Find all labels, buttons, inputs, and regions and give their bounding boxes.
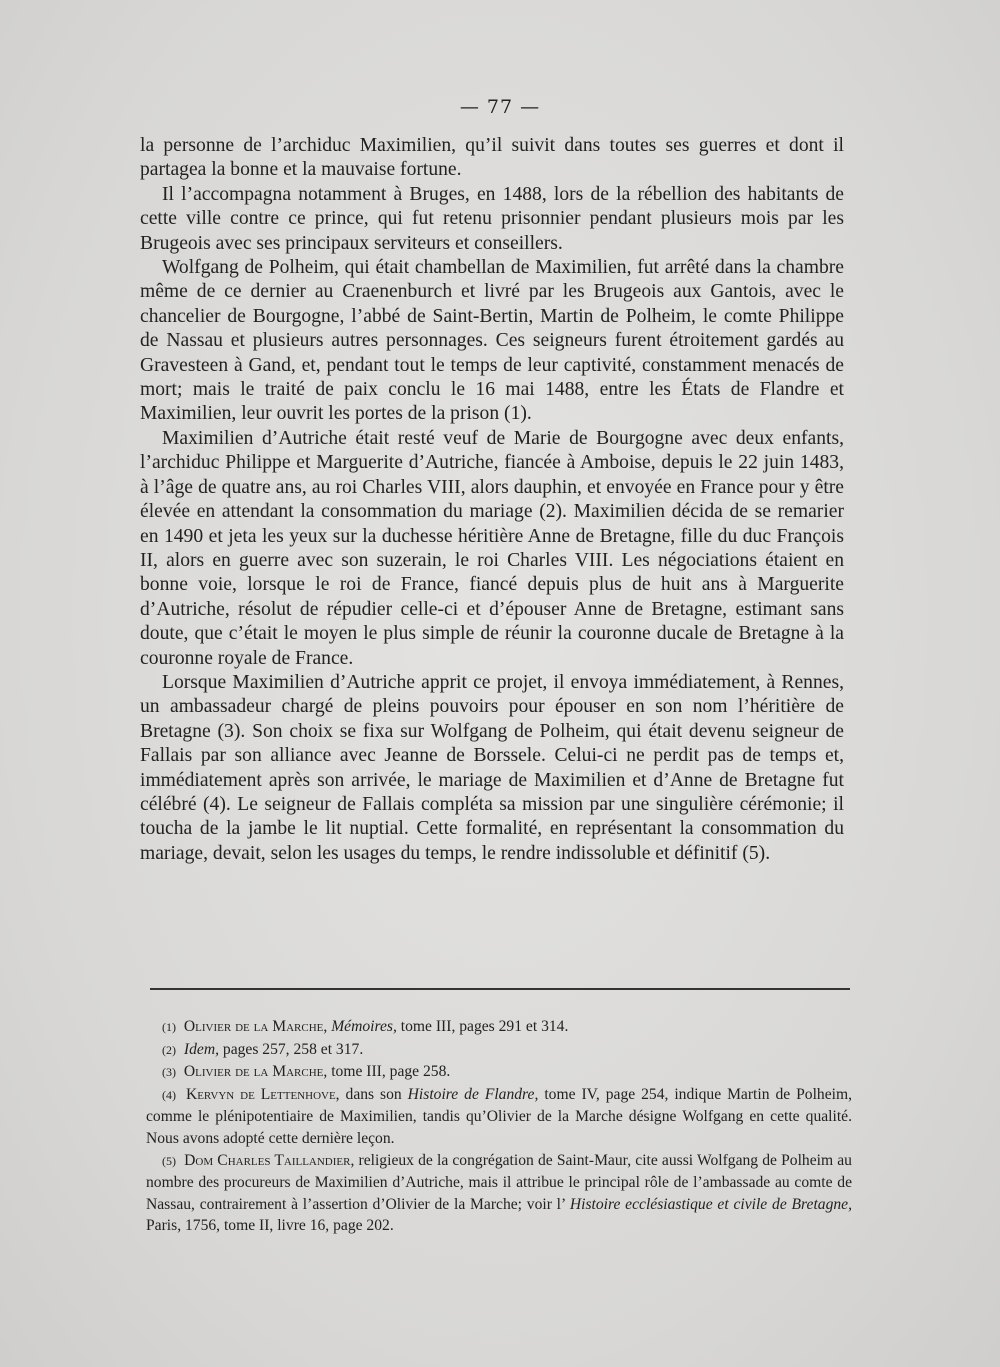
- footnote-text: dans son: [345, 1085, 408, 1103]
- footnote-4: [146, 1084, 852, 1150]
- footnote-text: pages 257, 258 et 317.: [222, 1040, 364, 1058]
- footnote-text: tome III, page 258.: [331, 1063, 451, 1081]
- page-number: — 77 —: [459, 96, 541, 118]
- footnote-text: tome III, pages 291 et 314.: [400, 1018, 569, 1035]
- footnote-title: Idem,: [183, 1040, 219, 1058]
- footnote-5: [146, 1150, 852, 1237]
- paragraph: la personne de l’archiduc Maximilien, qu’il suivit dans toutes ses guerres et dont il partagea la bonne et la mauvaise fortune.: [140, 135, 844, 181]
- footnote-author: Olivier de la Marche,: [183, 1063, 328, 1081]
- paragraph: Il l’accompagna notamment à Bruges, en 1488, lors de la rébellion des habitants de cette ville contre ce prince, qui fut retenu prisonnier pendant plusieurs mois par les Brugeois avec ses principaux serviteurs et conseillers.: [140, 183, 844, 254]
- footnote-title: Mémoires,: [331, 1018, 397, 1035]
- footnote-mark: (2): [162, 1042, 176, 1057]
- paragraph: Wolfgang de Polheim, qui était chambellan de Maximilien, fut arrêté dans la chambre même de ce dernier au Craenenburch et livré par les Brugeois aux Gantois, avec le chancelier de Bourgogne, l’abbé de Saint-Bertin, Martin de Polheim, le comte Philippe de Nassau et plusieurs autres personnages. Ces seigneurs furent étroitement gardés au Gravesteen à Gand, et, pendant tout le temps de leur captivité, constamment menacés de mort; mais le traité de paix conclu le 16 mai 1488, entre les États de Flandre et Maximilien, leur ouvrit les portes de la prison (1).: [140, 257, 844, 425]
- footnote-author: Dom Charles Taillandier,: [184, 1151, 355, 1169]
- footnote-title: Histoire ecclésiastique et civile de Bretagne,: [569, 1195, 853, 1213]
- paragraph: Lorsque Maximilien d’Autriche apprit ce projet, il envoya immédiatement, à Rennes, un ambassadeur chargé de pleins pouvoirs pour épouser en son nom l’héritière de Bretagne (3). Son choix se fixa sur Wolfgang de Polheim, qui était devenu seigneur de Fallais par son alliance avec Jeanne de Borssele. Celui-ci ne perdit pas de temps et, immédiatement après son arrivée, le mariage de Maximilien et d’Anne de Bretagne fut célébré (4). Le seigneur de Fallais compléta sa mission par une singulière cérémonie; il toucha de la jambe le lit nuptial. Cette formalité, en représentant la consommation du mariage, devait, selon les usages du temps, le rendre indissoluble et définitif (5).: [140, 671, 844, 864]
- paragraph: Maximilien d’Autriche était resté veuf de Marie de Bourgogne avec deux enfants, l’archiduc Philippe et Marguerite d’Autriche, fiancée à Amboise, depuis le 22 juin 1483, à l’âge de quatre ans, au roi Charles VIII, alors dauphin, et envoyée en France pour y être élevée en attendant la consommation du mariage (2). Maximilien décida de se remarier en 1490 et jeta les yeux sur la duchesse héritière Anne de Bretagne, fille du duc François II, alors en guerre avec son suzerain, le roi Charles VIII. Les négociations étaient en bonne voie, lorsque le roi de France, fiancé depuis plus de huit ans à Marguerite d’Autriche, résolut de répudier celle-ci et d’épouser Anne de Bretagne, estimant sans doute, que c’était le moyen le plus simple de réunir la couronne ducale de Bretagne à la couronne royale de France.: [140, 427, 844, 669]
- footnote-separator: [150, 988, 850, 990]
- footnote-3: [146, 1061, 852, 1084]
- body-text: [140, 134, 844, 866]
- footnote-mark: (5): [162, 1153, 176, 1168]
- footnote-mark: (4): [162, 1087, 176, 1102]
- footnote-title: Histoire de Flandre,: [407, 1085, 539, 1103]
- footnote-author: Kervyn de Lettenhove,: [185, 1085, 340, 1103]
- footnote-2: [146, 1039, 852, 1062]
- footnote-text: tome IV, page 254, indique Martin de Polheim, comme le plénipotentiaire de Maximilien, tandis qu’Olivier de la Marche désigne Wolfgang en cette qualité. Nous avons adopté cette dernière leçon.: [146, 1085, 852, 1147]
- footnote-author: Olivier de la Marche,: [183, 1018, 328, 1035]
- footnote-mark: (1): [162, 1020, 176, 1034]
- footnote-text: religieux de la congrégation de Saint-Maur, cite aussi Wolfgang de Polheim au nombre des procureurs de Maximilien d’Autriche, mais il attribue le principal rôle de l’ambassade au comte de Nassau, contrairement à l’assertion d’Olivier de la Marche; voir l’: [146, 1151, 852, 1213]
- footnotes: [146, 1016, 852, 1237]
- footnote-mark: (3): [162, 1065, 176, 1080]
- footnote-1: [146, 1016, 852, 1039]
- footnote-text: Paris, 1756, tome II, livre 16, page 202.: [146, 1217, 394, 1235]
